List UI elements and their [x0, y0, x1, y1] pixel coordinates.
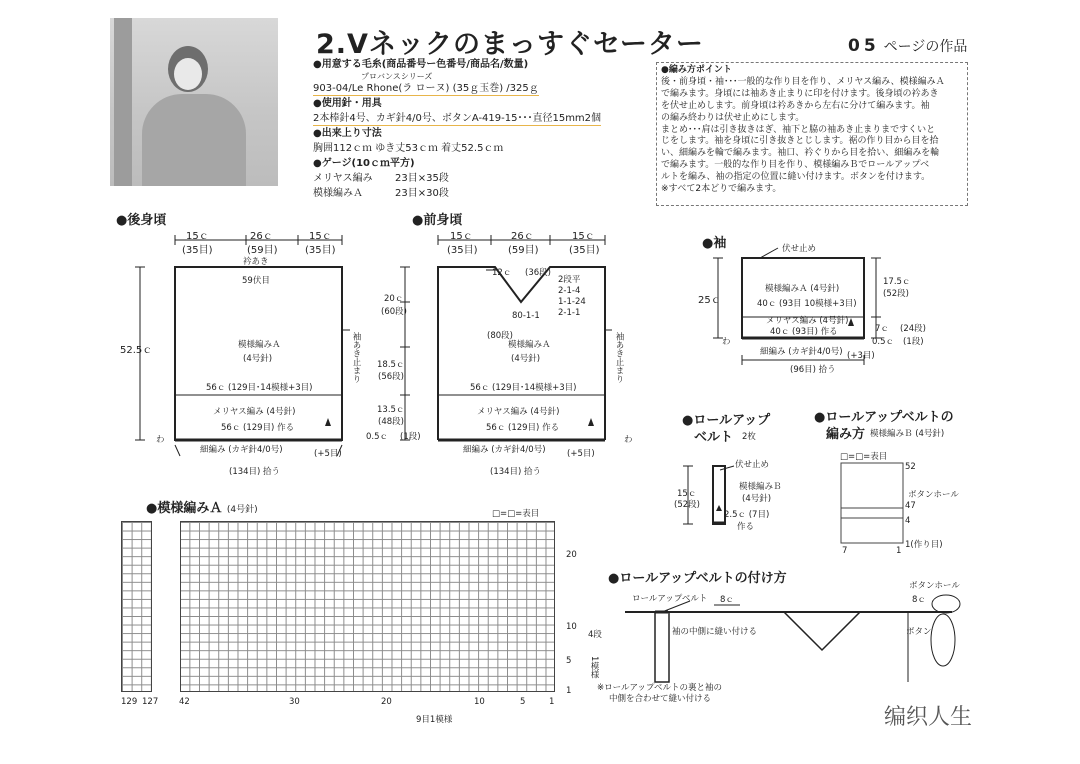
belt-title: ●ロールアップ [682, 413, 771, 428]
page-reference: 05 ページの作品 [848, 36, 968, 56]
belt-knit-title: ●ロールアップベルトの [814, 410, 954, 425]
sleeve-title: ●袖 [702, 236, 727, 251]
page-title: 2.Vネックのまっすぐセーター [316, 29, 704, 60]
watermark: 编织人生 [884, 705, 973, 730]
pattern-a-chart [121, 521, 555, 692]
knitting-points: ●編み方ポイント 後・前身頃・袖･･･一般的な作り目を作り、メリヤス編み、模様編みＡ で編みます。身頃には袖あき止まりに印を付けます。後身頃の衿あき を伏せ止めします。前身頃は衿あきから左右に分けて編みます。袖 の編み終わりは伏せ止めにします。 まとめ･･･肩は引き抜きはぎ、袖下と脇の袖あき止まりまですくいと じをします。袖を身頃に引き抜きとじします。裾の作り目から目を拾 い、細編みを輪で編みます。袖口、衿ぐりから目を拾い、細編みを輪 で編みます。一般的な作り目を作り、模様編みＢでロールアップベ ルトを編み、袖の指定の位置に縫い付けます。ボタンを付けます。 ※すべて2本どりで編みます。 [656, 62, 968, 206]
front-body-title: ●前身頃 [412, 213, 463, 228]
attach-title: ●ロールアップベルトの付け方 [608, 571, 787, 586]
materials-info: ●用意する毛糸(商品番号ー色番号/商品名/数量) プロバンスシリーズ 903-04/Le Rhone(ラ ローヌ) (35ｇ玉巻) /325ｇ ●使用針・用具 2本棒針4号、カギ針4/0号、ボタンA-419-15･･･直径15mm2個 ●出来上り寸法 胸囲112ｃｍ ゆき丈53ｃｍ 着丈52.5ｃｍ ●ゲージ(10ｃｍ平方) メリヤス編み 23目×35段 模様編みＡ 23目×30段 [313, 59, 602, 199]
back-body-title: ●後身頃 [116, 213, 167, 228]
pattern-a-title: ●模様編みＡ (4号針) [146, 501, 258, 516]
